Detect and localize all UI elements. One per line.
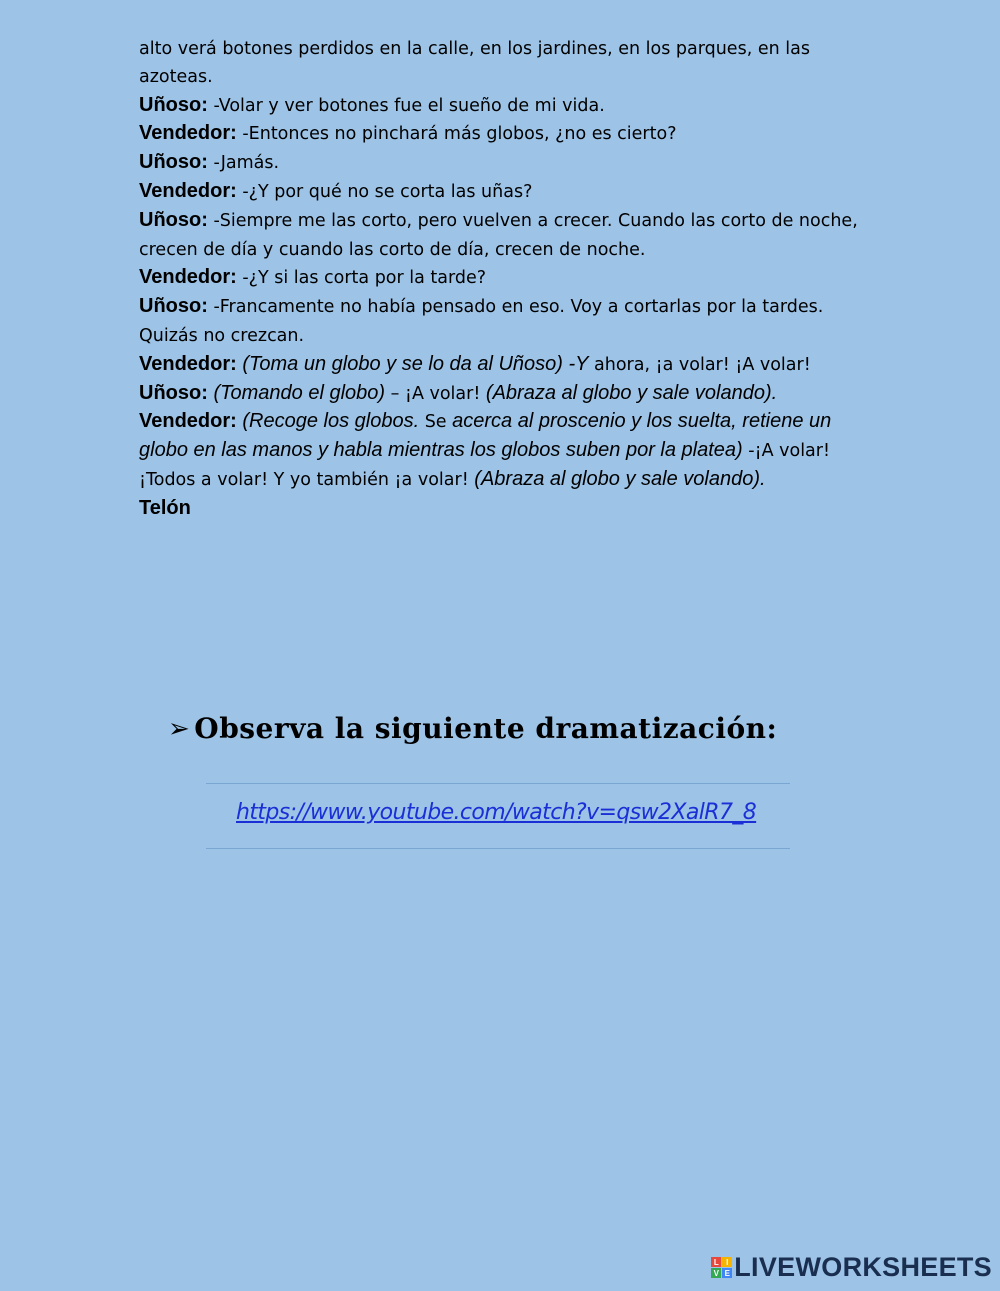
dialogue-line <box>139 264 859 293</box>
badge-letter: V <box>711 1268 721 1278</box>
dialogue-line <box>139 351 859 380</box>
dialogue-line <box>139 92 859 121</box>
speaker-name: Vendedor: <box>139 266 237 289</box>
dialogue-line <box>139 120 859 149</box>
logo-badge-icon <box>711 1257 732 1278</box>
dialogue-line <box>139 408 859 494</box>
speaker-name: Vendedor: <box>139 179 237 202</box>
speaker-name: Uñoso: <box>139 208 208 231</box>
dialogue-line <box>139 293 859 351</box>
speaker-name: Vendedor: <box>139 410 237 433</box>
dialogue-line <box>139 149 859 178</box>
dialogue-text: -Entonces no pinchará más globos, ¿no es cierto? <box>236 124 677 145</box>
divider <box>206 848 790 849</box>
dialogue-text: -Siempre me las corto, pero vuelven a crecer. Cuando las corto de noche, crecen de día y cuando las corto de día, crecen de noche. <box>139 210 858 260</box>
divider <box>206 783 790 784</box>
speaker-name: Uñoso: <box>139 151 208 174</box>
dialogue-line <box>139 380 859 409</box>
stage-direction: acerca al proscenio y los suelta, retiene un globo en las manos y habla mientras los globos suben por la platea) <box>139 410 832 462</box>
dialogue-text: -¿Y si las corta por la tarde? <box>236 268 487 289</box>
dialogue-text: – ¡A volar! <box>385 383 486 404</box>
dialogue-text: Se <box>419 412 453 433</box>
activity-heading <box>168 712 777 745</box>
activity-heading-text: Observa la siguiente dramatización: <box>194 712 778 745</box>
dialogue-text: -Volar y ver botones fue el sueño de mi vida. <box>207 95 605 116</box>
dialogue-text: -¡A volar! ¡Todos a volar! Y yo también ¡a volar! <box>139 441 830 490</box>
play-script <box>139 36 859 523</box>
brand-name: LIVEWORKSHEETS <box>734 1252 992 1282</box>
stage-direction: (Abraza al globo y sale volando). <box>474 467 766 490</box>
video-link[interactable]: https://www.youtube.com/watch?v=qsw2XalR7_8 <box>236 800 757 825</box>
stage-direction: (Tomando el globo) <box>207 381 386 404</box>
badge-letter: L <box>711 1257 721 1267</box>
badge-letter: I <box>722 1257 732 1267</box>
arrow-bullet-icon: ➢ <box>168 713 191 744</box>
script-intro: alto verá botones perdidos en la calle, en los jardines, en los parques, en las azoteas. <box>139 39 810 87</box>
dialogue-text: ahora, ¡a volar! ¡A volar! <box>588 354 811 375</box>
dialogue-line <box>139 207 859 265</box>
dialogue-text: -Francamente no había pensado en eso. Voy a cortarlas por la tardes. Quizás no crezcan. <box>139 297 824 346</box>
speaker-name: Uñoso: <box>139 93 208 116</box>
stage-direction: (Toma un globo y se lo da al Uñoso) -Y <box>236 352 589 375</box>
badge-letter: E <box>722 1268 732 1278</box>
dialogue-line <box>139 178 859 207</box>
speaker-name: Vendedor: <box>139 122 237 145</box>
stage-direction: (Abraza al globo y sale volando). <box>485 381 778 404</box>
speaker-name: Uñoso: <box>139 381 208 404</box>
dialogue-text: -¿Y por qué no se corta las uñas? <box>236 181 533 202</box>
liveworksheets-logo <box>711 1252 992 1283</box>
speaker-name: Vendedor: <box>139 352 237 375</box>
stage-direction: (Recoge los globos. <box>236 410 420 433</box>
curtain-label: Telón <box>139 496 191 519</box>
speaker-name: Uñoso: <box>139 295 208 318</box>
dialogue-text: -Jamás. <box>207 153 280 174</box>
